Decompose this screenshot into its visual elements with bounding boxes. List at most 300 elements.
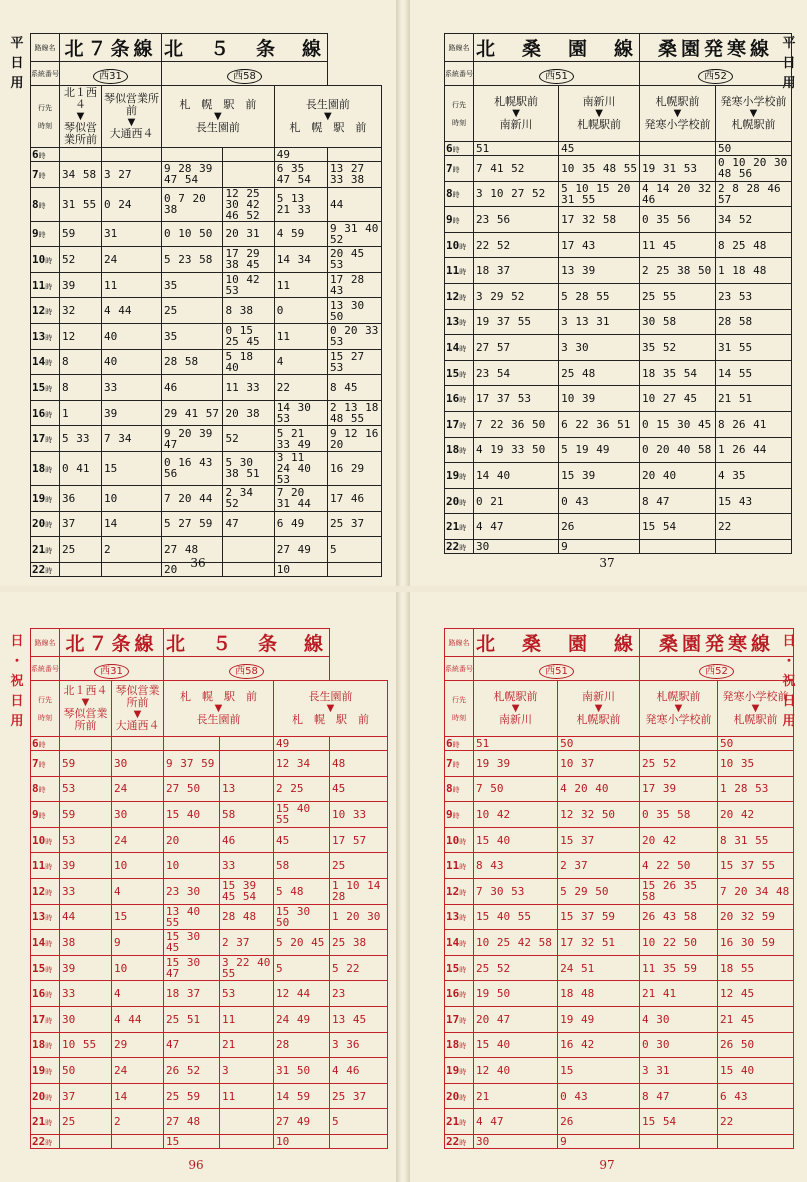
minutes-cell: 20 32 59 [718,904,794,930]
table-row [445,1058,794,1084]
minutes-cell: 27 57 [474,335,559,361]
hour-cell [31,400,60,426]
hour-unit: 時 [45,282,53,291]
destination-stop: 南新川 [499,713,533,726]
minutes-cell: 4 [112,878,164,904]
table-row [445,411,792,437]
minutes-cell: 15 [112,904,164,930]
hour-unit: 時 [45,566,53,575]
table-row [445,827,794,853]
minutes-cell [220,737,274,751]
minutes-cell: 6 49 [274,511,327,537]
minutes-cell: 17 37 53 [474,386,559,412]
minutes-cell: 13 40 55 [164,904,220,930]
table-row [445,386,792,412]
system-code-badge: 西51 [539,69,574,84]
destination-stop: 札 幌 駅 前 [291,713,369,726]
table-row [31,1006,388,1032]
table-row [445,232,792,258]
minutes-cell: 37 [60,1083,112,1109]
minutes-cell: 28 58 [162,349,223,375]
hour-unit: 時 [45,1016,53,1025]
table-row [31,930,388,956]
minutes-cell: 10 22 50 [640,930,718,956]
destination-stop: 札幌駅前 [576,713,621,726]
minutes-cell: 0 21 [474,488,559,514]
minutes-cell: 24 51 [558,955,640,981]
minutes-cell: 20 [164,827,220,853]
minutes-cell: 5 [328,537,382,563]
minutes-cell: 8 26 41 [716,411,792,437]
destination-cell [164,681,274,737]
minutes-cell: 6 22 36 51 [559,411,640,437]
hour-unit: 時 [45,521,53,530]
minutes-cell: 15 43 [716,488,792,514]
minutes-cell: 16 29 [328,451,382,485]
minutes-cell: 35 52 [640,335,716,361]
hour-value: 9 [446,212,453,226]
minutes-cell: 13 45 [330,1006,388,1032]
minutes-cell: 3 22 40 55 [220,955,274,981]
minutes-cell: 14 [112,1083,164,1109]
origin-stop: 発寒小学校前 [722,690,789,703]
minutes-cell: 25 52 [474,955,558,981]
minutes-cell: 5 29 50 [558,878,640,904]
minutes-cell: 15 40 55 [474,904,558,930]
minutes-cell [112,737,164,751]
minutes-cell: 31 55 [716,335,792,361]
hour-value: 18 [446,1038,460,1052]
minutes-cell: 23 30 [164,878,220,904]
minutes-cell [223,537,274,563]
hour-cell [31,148,60,162]
minutes-cell: 27 48 [162,537,223,563]
minutes-cell: 8 25 48 [716,232,792,258]
destination-label: 行先 [38,103,52,112]
minutes-cell: 36 [60,485,102,511]
table-row [31,853,388,879]
minutes-cell: 19 39 [474,751,558,777]
hour-value: 16 [446,987,460,1001]
system-code-badge: 西58 [229,664,264,679]
table-row [445,1109,794,1135]
minutes-cell: 7 41 52 [474,156,559,182]
hour-unit: 時 [38,786,46,795]
minutes-cell: 28 [273,1032,329,1058]
minutes-cell: 39 [60,272,102,298]
minutes-cell: 4 20 40 [558,776,640,802]
destination-stop: 大通西４ [109,127,154,140]
minutes-cell: 11 [220,1006,274,1032]
hour-unit: 時 [38,152,46,160]
hour-unit: 時 [459,1119,467,1128]
table-row [31,751,388,777]
hour-cell [445,207,474,233]
destination-header [445,86,474,142]
system-cell [640,62,792,86]
hour-unit: 時 [459,888,467,897]
hour-cell [31,776,60,802]
hour-value: 8 [446,187,453,201]
hour-unit: 時 [45,436,53,445]
system-cell [162,62,328,86]
hour-cell [31,737,60,751]
side-label-weekday: 平 日 用 [10,36,24,91]
system-cell [474,657,640,681]
minutes-cell: 18 37 [164,981,220,1007]
table-row [31,981,388,1007]
table-row [445,437,792,463]
origin-stop: 琴似営業所前 [115,684,160,709]
hour-cell [31,162,60,188]
hour-cell [31,1109,60,1135]
minutes-cell: 22 [274,375,327,401]
minutes-cell: 17 57 [330,827,388,853]
time-label: 時刻 [38,121,52,130]
system-number-header: 系統番号 [31,62,60,86]
hour-unit: 時 [452,165,460,174]
minutes-cell: 2 25 [273,776,329,802]
table-row [445,776,794,802]
minutes-cell: 1 10 14 28 [330,878,388,904]
hour-value: 14 [32,355,46,369]
minutes-cell: 6 35 47 54 [274,162,327,188]
table-row [31,298,382,324]
minutes-cell: 52 [60,247,102,273]
route-name: 桑園発寒線 [640,34,792,62]
time-label: 時刻 [38,713,52,722]
page-number-36: 36 [190,556,206,570]
hour-value: 6 [446,142,453,155]
minutes-cell: 13 30 50 [328,298,382,324]
hour-unit: 時 [38,811,46,820]
table-row [445,1032,794,1058]
destination-stop: 長生園前 [196,713,241,726]
minutes-cell: 30 [474,1134,558,1148]
minutes-cell: 5 [330,1109,388,1135]
minutes-cell: 22 52 [474,232,559,258]
hour-cell [445,411,474,437]
minutes-cell: 51 [474,142,559,156]
system-code-badge: 西52 [698,69,733,84]
hour-value: 21 [446,520,460,534]
hour-unit: 時 [45,1042,53,1051]
minutes-cell: 4 46 [330,1058,388,1084]
minutes-cell: 4 30 [640,1006,718,1032]
minutes-cell: 30 58 [640,309,716,335]
minutes-cell: 9 [112,930,164,956]
minutes-cell: 10 55 [60,1032,112,1058]
system-code-badge: 西31 [93,69,128,84]
minutes-cell: 4 19 33 50 [474,437,559,463]
book-gutter-bottom [396,592,410,1182]
hour-cell [31,1006,60,1032]
hour-cell [31,1134,60,1148]
system-code-badge: 西31 [94,664,129,679]
table-row [445,737,794,751]
hour-value: 11 [32,859,46,873]
table-row [445,309,792,335]
hour-cell [445,258,474,284]
minutes-cell: 17 32 58 [559,207,640,233]
hour-cell [445,309,474,335]
minutes-cell: 15 30 45 [164,930,220,956]
page-number-97: 97 [599,1158,615,1172]
minutes-cell: 9 20 39 47 [162,426,223,452]
minutes-cell: 10 42 53 [223,272,274,298]
minutes-cell: 24 [112,827,164,853]
minutes-cell: 15 37 59 [558,904,640,930]
hour-value: 20 [446,494,460,508]
minutes-cell: 5 22 [330,955,388,981]
table-row [445,514,792,540]
minutes-cell: 10 35 48 55 [559,156,640,182]
minutes-cell: 20 40 [640,463,716,489]
hour-cell [445,853,474,879]
minutes-cell: 23 [330,981,388,1007]
hour-value: 22 [446,539,460,553]
minutes-cell: 10 39 [559,386,640,412]
table-row [31,272,382,298]
destination-header [31,681,60,737]
minutes-cell: 15 39 45 54 [220,878,274,904]
minutes-cell: 52 [223,426,274,452]
minutes-cell: 7 20 44 [162,485,223,511]
hour-value: 20 [32,1089,46,1103]
minutes-cell: 15 26 35 58 [640,878,718,904]
minutes-cell: 49 [274,148,327,162]
origin-stop: 札 幌 駅 前 [179,690,257,703]
minutes-cell: 5 18 40 [223,349,274,375]
minutes-cell: 44 [60,904,112,930]
hour-cell [31,349,60,375]
minutes-cell: 28 48 [220,904,274,930]
table-row [31,1058,388,1084]
hour-value: 22 [32,562,46,576]
hour-cell [31,451,60,485]
minutes-cell: 34 52 [716,207,792,233]
minutes-cell: 4 44 [102,298,162,324]
minutes-cell: 11 45 [640,232,716,258]
hour-cell [445,1058,474,1084]
hour-value: 12 [32,884,46,898]
minutes-cell: 23 53 [716,283,792,309]
destination-cell [716,86,792,142]
route-name: 北 桑 園 線 [474,629,640,657]
destination-cell [102,86,162,148]
minutes-cell [330,1134,388,1148]
minutes-cell: 27 49 [273,1109,329,1135]
hour-cell [31,930,60,956]
minutes-cell: 8 38 [223,298,274,324]
minutes-cell: 2 25 38 50 [640,258,716,284]
hour-unit: 時 [459,1016,467,1025]
hour-unit: 時 [45,991,53,1000]
hour-value: 19 [32,1063,46,1077]
minutes-cell: 11 [102,272,162,298]
minutes-cell: 4 59 [274,221,327,247]
table-row [445,258,792,284]
hour-cell [445,1083,474,1109]
minutes-cell: 2 [102,537,162,563]
minutes-cell: 0 43 [559,488,640,514]
hour-cell [445,181,474,207]
minutes-cell [640,539,716,553]
minutes-cell: 33 [60,878,112,904]
origin-stop: 札幌駅前 [494,95,539,108]
minutes-cell: 39 [60,955,112,981]
hour-value: 12 [446,884,460,898]
table-row [31,485,382,511]
down-arrow-icon: ▼ [127,117,136,128]
minutes-cell: 29 41 57 [162,400,223,426]
minutes-cell: 10 [112,955,164,981]
hour-value: 8 [446,782,453,796]
minutes-cell: 15 39 [559,463,640,489]
table-row [445,1134,794,1148]
minutes-cell: 3 10 27 52 [474,181,559,207]
hour-value: 9 [32,227,39,241]
minutes-cell: 4 44 [112,1006,164,1032]
hour-value: 19 [446,468,460,482]
minutes-cell: 23 54 [474,360,559,386]
hour-unit: 時 [459,447,467,456]
minutes-cell: 16 42 [558,1032,640,1058]
hour-cell [31,751,60,777]
hour-cell [445,904,474,930]
minutes-cell: 26 [559,514,640,540]
hour-unit: 時 [38,741,46,749]
route-name: 北 桑 園 線 [474,34,640,62]
hour-cell [445,751,474,777]
minutes-cell: 40 [102,323,162,349]
origin-stop: 北１西４ [64,86,97,111]
destination-cell [162,86,275,148]
minutes-cell: 33 [102,375,162,401]
minutes-cell: 29 [112,1032,164,1058]
minutes-cell: 34 58 [60,162,102,188]
hour-cell [31,426,60,452]
hour-value: 6 [32,737,39,750]
hour-cell [31,1058,60,1084]
hour-value: 10 [446,238,460,252]
hour-unit: 時 [459,524,467,533]
table-row [31,162,382,188]
minutes-cell: 1 20 30 [330,904,388,930]
hour-unit: 時 [452,811,460,820]
minutes-cell [112,1134,164,1148]
hour-value: 7 [446,756,453,770]
minutes-cell: 0 24 [102,187,162,221]
minutes-cell: 7 30 53 [474,878,558,904]
hour-unit: 時 [459,863,467,872]
hour-value: 21 [446,1115,460,1129]
hour-value: 15 [446,961,460,975]
hour-unit: 時 [459,268,467,277]
minutes-cell: 25 [162,298,223,324]
minutes-cell [60,562,102,576]
minutes-cell: 10 37 [558,751,640,777]
minutes-cell: 25 [60,537,102,563]
route-name: 北７条線 [60,34,162,62]
hour-unit: 時 [45,384,53,393]
hour-unit: 時 [459,543,467,552]
hour-value: 10 [32,252,46,266]
hour-value: 20 [446,1089,460,1103]
hour-unit: 時 [45,1093,53,1102]
table-row [31,375,382,401]
minutes-cell: 2 34 52 [223,485,274,511]
minutes-cell: 5 23 58 [162,247,223,273]
destination-stop: 長生園前 [195,121,240,134]
minutes-cell: 17 32 51 [558,930,640,956]
destination-cell [112,681,164,737]
destination-label: 行先 [452,100,466,109]
hour-unit: 時 [459,1067,467,1076]
minutes-cell: 5 30 38 51 [223,451,274,485]
minutes-cell: 8 [60,349,102,375]
hour-cell [445,437,474,463]
system-cell [640,657,794,681]
down-arrow-icon: ▼ [76,111,85,122]
down-arrow-icon: ▼ [511,703,520,714]
table-row [31,904,388,930]
minutes-cell: 0 20 40 58 [640,437,716,463]
minutes-cell: 50 [718,737,794,751]
minutes-cell: 14 [102,511,162,537]
table-row [31,955,388,981]
minutes-cell: 8 45 [328,375,382,401]
minutes-cell: 0 15 30 45 [640,411,716,437]
minutes-cell: 6 43 [718,1083,794,1109]
minutes-cell: 30 [60,1006,112,1032]
minutes-cell: 9 12 16 20 [328,426,382,452]
minutes-cell: 40 [102,349,162,375]
hour-cell [31,802,60,828]
timetable-p96 [30,628,388,1149]
table-row [445,463,792,489]
hour-value: 13 [32,329,46,343]
minutes-cell: 5 13 21 33 [274,187,327,221]
table-row [445,283,792,309]
minutes-cell: 13 [220,776,274,802]
hour-value: 18 [32,1038,46,1052]
hour-cell [445,1109,474,1135]
minutes-cell: 25 [60,1109,112,1135]
route-name: 北７条線 [60,629,164,657]
minutes-cell: 59 [60,751,112,777]
minutes-cell: 3 [220,1058,274,1084]
minutes-cell: 5 33 [60,426,102,452]
hour-cell [31,221,60,247]
minutes-cell: 10 [164,853,220,879]
hour-cell [31,955,60,981]
minutes-cell: 14 59 [273,1083,329,1109]
table-row [31,511,382,537]
down-arrow-icon: ▼ [673,108,682,119]
route-name-header: 路線名 [445,629,474,657]
hour-value: 14 [446,340,460,354]
hour-value: 9 [32,807,39,821]
minutes-cell: 0 43 [558,1083,640,1109]
hour-cell [31,511,60,537]
minutes-cell: 2 [112,1109,164,1135]
minutes-cell: 20 [162,562,223,576]
minutes-cell: 3 13 31 [559,309,640,335]
minutes-cell: 49 [273,737,329,751]
minutes-cell: 59 [60,802,112,828]
minutes-cell: 15 40 [474,827,558,853]
